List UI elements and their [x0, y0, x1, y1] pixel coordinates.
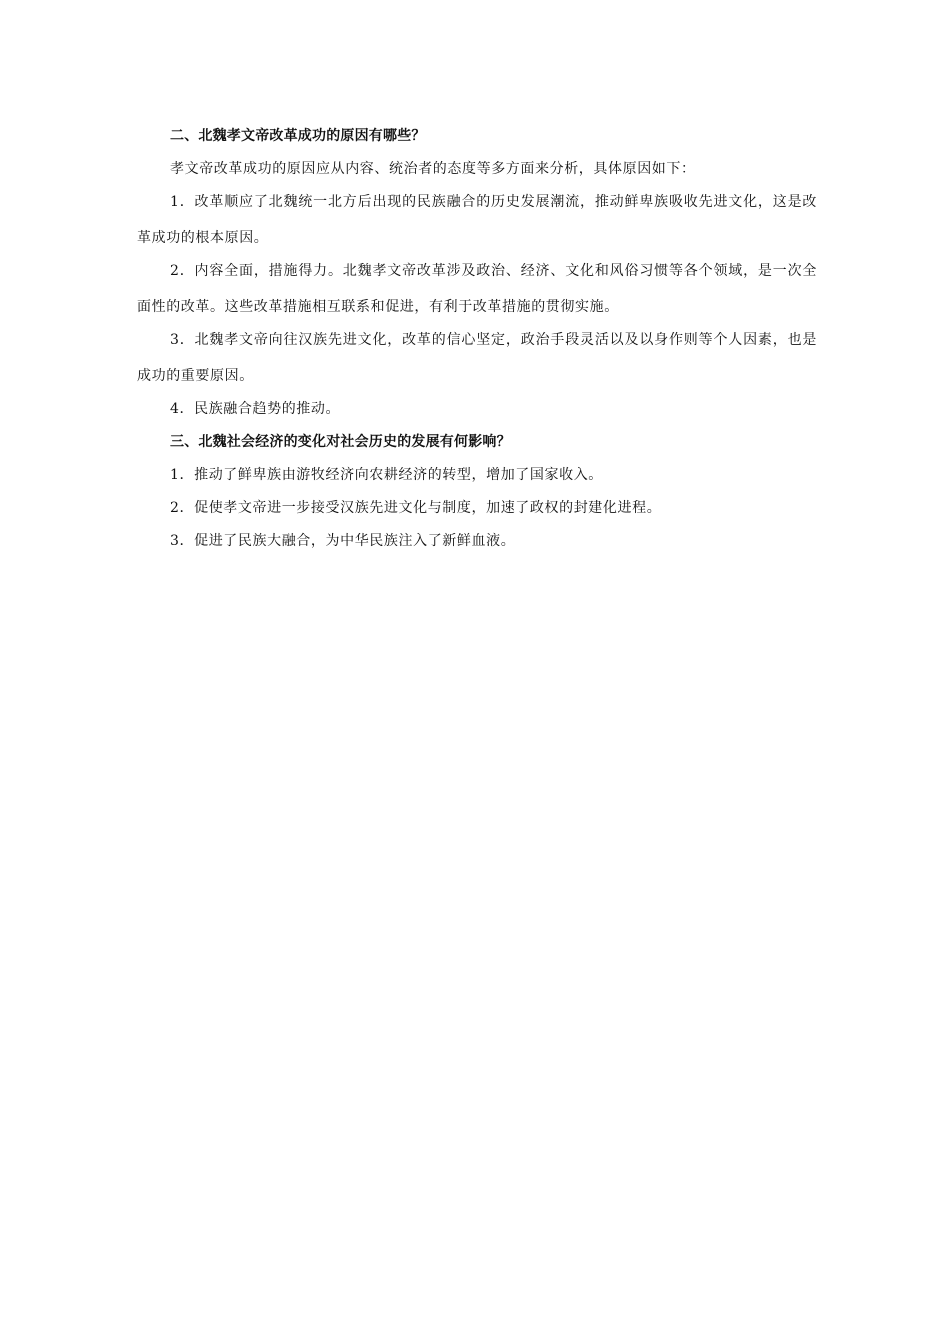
paragraph-impact-1: 1．推动了鲜卑族由游牧经济向农耕经济的转型，增加了国家收入。	[170, 467, 603, 483]
paragraph-reason-3: 3．北魏孝文帝向往汉族先进文化，改革的信心坚定，政治手段灵活以及以身作则等个人因素，也是成功的重要原因。	[137, 332, 817, 384]
paragraph-intro: 孝文帝改革成功的原因应从内容、统治者的态度等多方面来分析，具体原因如下：	[170, 161, 696, 177]
paragraph-reason-1: 1．改革顺应了北魏统一北方后出现的民族融合的历史发展潮流，推动鲜卑族吸收先进文化，这是改革成功的根本原因。	[137, 194, 817, 246]
section-heading-impact: 三、北魏社会经济的变化对社会历史的发展有何影响？	[170, 434, 511, 450]
section-heading-reasons: 二、北魏孝文帝改革成功的原因有哪些？	[170, 128, 426, 144]
paragraph-reason-4: 4．民族融合趋势的推动。	[170, 401, 341, 417]
document-body	[137, 126, 817, 564]
paragraph-impact-3: 3．促进了民族大融合，为中华民族注入了新鲜血液。	[170, 533, 516, 549]
paragraph-reason-2: 2．内容全面，措施得力。北魏孝文帝改革涉及政治、经济、文化和风俗习惯等各个领域，是一次全面性的改革。这些改革措施相互联系和促进，有利于改革措施的贯彻实施。	[137, 263, 817, 315]
paragraph-impact-2: 2．促使孝文帝进一步接受汉族先进文化与制度，加速了政权的封建化进程。	[170, 500, 662, 516]
